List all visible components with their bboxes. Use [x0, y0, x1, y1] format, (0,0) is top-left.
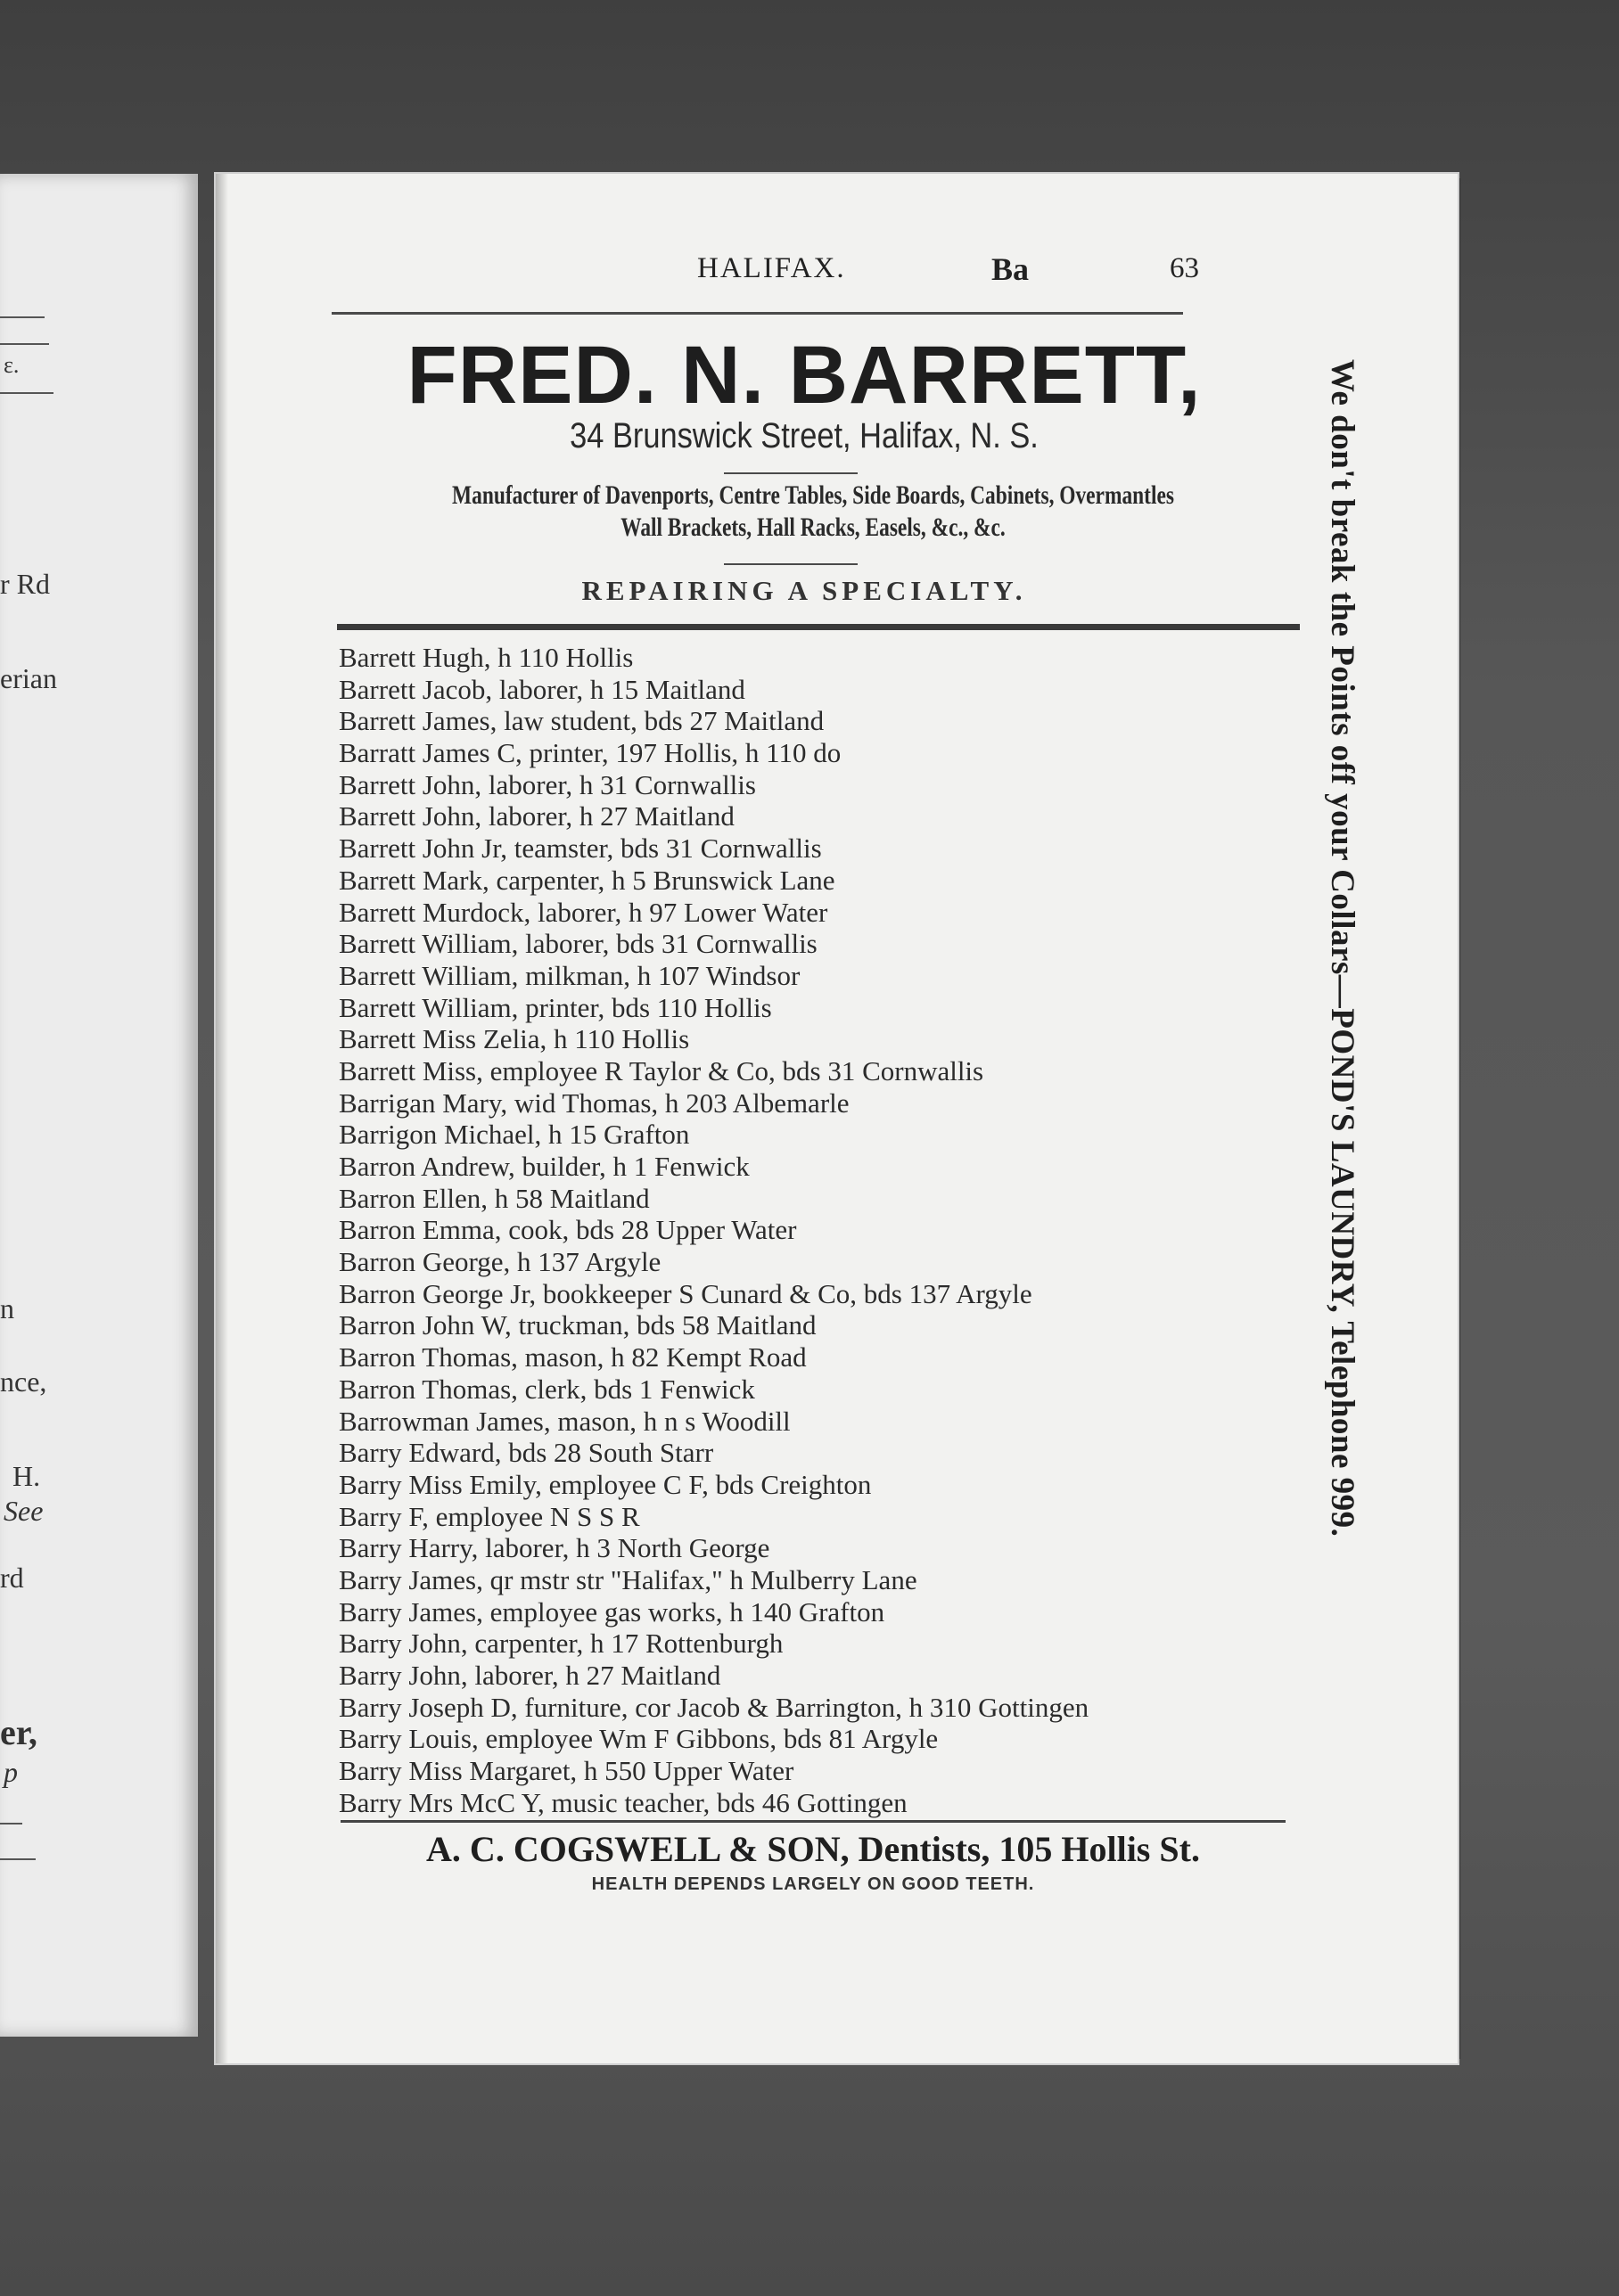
facing-page-fragment: n — [0, 1292, 14, 1324]
running-head-city: HALIFAX. — [697, 252, 846, 284]
directory-entry: Barrett Mark, carpenter, h 5 Brunswick Lane — [339, 864, 835, 896]
advertiser-name: FRED. N. BARRETT, — [407, 330, 1202, 421]
directory-entry: Barrett John, laborer, h 27 Maitland — [339, 800, 735, 832]
facing-page-rule — [0, 392, 53, 394]
ad-divider — [724, 563, 858, 565]
facing-page-fragment: H. — [12, 1460, 41, 1492]
directory-entry: Barrett Miss, employee R Taylor & Co, bds 31 Cornwallis — [339, 1054, 984, 1086]
advertiser-specialty: REPAIRING A SPECIALTY. — [581, 575, 1027, 606]
facing-page-rule — [0, 1823, 22, 1824]
directory-entry: Barron George Jr, bookkeeper S Cunard & Co, bds 137 Argyle — [339, 1277, 1032, 1309]
facing-page-fragment: erian — [0, 662, 57, 694]
facing-page — [0, 174, 198, 2037]
page-number: 63 — [1170, 252, 1199, 284]
directory-entry: Barrett James, law student, bds 27 Maitland — [339, 705, 825, 737]
directory-entry: Barrett William, milkman, h 107 Windsor — [339, 959, 801, 991]
directory-entry: Barron John W, truckman, bds 58 Maitland — [339, 1309, 817, 1341]
directory-entry: Barry James, employee gas works, h 140 Grafton — [339, 1595, 885, 1628]
directory-entry: Barratt James C, printer, 197 Hollis, h 110 do — [339, 737, 842, 769]
directory-entry: Barry John, laborer, h 27 Maitland — [339, 1660, 721, 1691]
facing-page-rule — [0, 316, 45, 318]
directory-entry: Barry Louis, employee Wm F Gibbons, bds 81 Argyle — [339, 1723, 939, 1755]
directory-entry: Barrett Murdock, laborer, h 97 Lower Water — [339, 896, 828, 928]
advertiser-address: 34 Brunswick Street, Halifax, N. S. — [570, 416, 1039, 455]
facing-page-fragment: er, — [0, 1712, 37, 1752]
directory-entry: Barry Miss Emily, employee C F, bds Creighton — [339, 1468, 872, 1500]
ad-divider — [724, 472, 858, 474]
ad-bottom-rule — [337, 624, 1300, 630]
directory-entry: Barry Miss Margaret, h 550 Upper Water — [339, 1755, 794, 1787]
facing-page-fragment: nce, — [0, 1365, 47, 1398]
footer-tagline: HEALTH DEPENDS LARGELY ON GOOD TEETH. — [591, 1874, 1035, 1894]
directory-entry: Barrigon Michael, h 15 Grafton — [339, 1119, 690, 1151]
directory-entry: Barry John, carpenter, h 17 Rottenburgh — [339, 1628, 784, 1660]
facing-page-fragment: r Rd — [0, 568, 50, 600]
directory-entry: Barrigan Mary, wid Thomas, h 203 Albemarle — [339, 1086, 850, 1119]
directory-entry: Barrett William, laborer, bds 31 Cornwallis — [339, 928, 818, 960]
directory-entry: Barry Mrs McC Y, music teacher, bds 46 Gottingen — [339, 1786, 908, 1818]
directory-entry: Barry Harry, laborer, h 3 North George — [339, 1532, 770, 1564]
facing-page-fragment: See — [4, 1495, 44, 1527]
running-head-letters: Ba — [991, 251, 1030, 287]
directory-entry: Barron Thomas, clerk, bds 1 Fenwick — [339, 1373, 755, 1405]
directory-entry: Barrett Miss Zelia, h 110 Hollis — [339, 1023, 690, 1055]
footer-rule — [341, 1820, 1286, 1823]
facing-page-fragment: ɛ. — [4, 352, 20, 378]
advertiser-description-line2: Wall Brackets, Hall Racks, Easels, &c., &c. — [620, 512, 1006, 542]
directory-entry: Barrett John, laborer, h 31 Cornwallis — [339, 768, 756, 800]
gutter-shadow — [216, 174, 228, 2063]
directory-page — [216, 174, 1458, 2063]
facing-page-rule — [0, 343, 49, 345]
directory-entry: Barron George, h 137 Argyle — [339, 1246, 662, 1278]
directory-entry: Barrett Jacob, laborer, h 15 Maitland — [339, 673, 745, 705]
directory-entry: Barrowman James, mason, h n s Woodill — [339, 1405, 791, 1437]
running-head — [216, 252, 1458, 297]
directory-listing — [339, 642, 1355, 1818]
directory-entry: Barrett Hugh, h 110 Hollis — [339, 642, 634, 673]
directory-entry: Barry Joseph D, furniture, cor Jacob & Barrington, h 310 Gottingen — [339, 1691, 1089, 1723]
directory-entry: Barron Andrew, builder, h 1 Fenwick — [339, 1151, 750, 1182]
side-advertisement: We don't break the Points off your Collars—POND'S LAUNDRY, Telephone 999. — [1324, 359, 1360, 1538]
footer-advertisement: A. C. COGSWELL & SON, Dentists, 105 Hollis St. — [426, 1829, 1200, 1869]
advertiser-description-line1: Manufacturer of Davenports, Centre Tables, Side Boards, Cabinets, Overmantles — [452, 480, 1174, 510]
directory-entry: Barry Edward, bds 28 South Starr — [339, 1437, 714, 1469]
directory-entry: Barron Ellen, h 58 Maitland — [339, 1182, 650, 1214]
header-rule — [332, 312, 1183, 315]
directory-entry: Barry F, employee N S S R — [339, 1500, 640, 1532]
facing-page-rule — [0, 1858, 36, 1860]
directory-entry: Barrett John Jr, teamster, bds 31 Cornwallis — [339, 832, 822, 865]
directory-entry: Barrett William, printer, bds 110 Hollis — [339, 991, 772, 1023]
directory-entry: Barron Thomas, mason, h 82 Kempt Road — [339, 1341, 807, 1374]
facing-page-fragment: p — [4, 1756, 18, 1788]
facing-page-fragment: rd — [0, 1562, 24, 1594]
directory-entry: Barron Emma, cook, bds 28 Upper Water — [339, 1214, 797, 1246]
directory-entry: Barry James, qr mstr str "Halifax," h Mulberry Lane — [339, 1563, 917, 1595]
